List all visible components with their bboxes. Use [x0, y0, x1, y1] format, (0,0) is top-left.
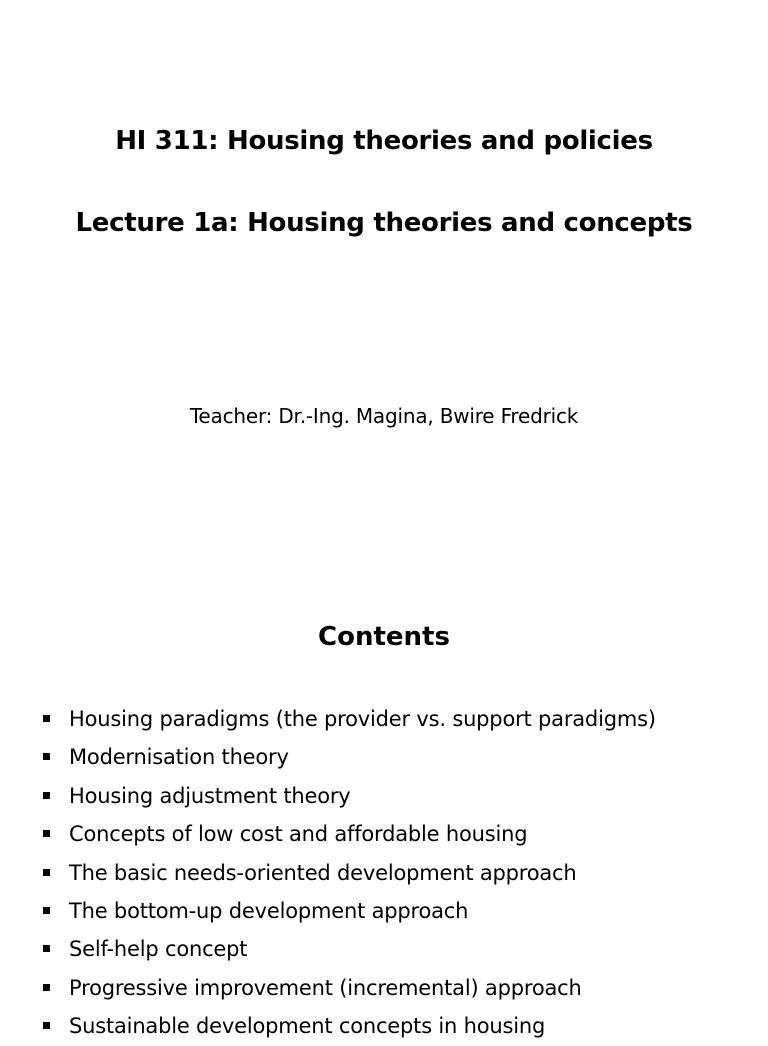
square-bullet-icon	[43, 869, 50, 876]
square-bullet-icon	[43, 830, 50, 837]
list-item-text: The bottom-up development approach	[69, 898, 469, 923]
list-item-text: Progressive improvement (incremental) approach	[69, 975, 582, 1000]
square-bullet-icon	[43, 907, 50, 914]
lecture-title: Lecture 1a: Housing theories and concepts	[75, 208, 693, 238]
square-bullet-icon	[43, 753, 50, 760]
square-bullet-icon	[43, 715, 50, 722]
square-bullet-icon	[43, 945, 50, 952]
square-bullet-icon	[43, 792, 50, 799]
contents-heading: Contents	[318, 622, 450, 652]
contents-slide	[0, 560, 768, 1039]
square-bullet-icon	[43, 1022, 50, 1029]
list-item-text: Sustainable development concepts in housing	[69, 1014, 546, 1039]
list-item-text: Housing paradigms (the provider vs. support paradigms)	[69, 707, 656, 731]
teacher-line: Teacher: Dr.-Ing. Magina, Bwire Fredrick	[189, 404, 579, 428]
list-item-text: The basic needs-oriented development approach	[69, 860, 577, 885]
list-item-text: Modernisation theory	[69, 745, 289, 770]
course-title: HI 311: Housing theories and policies	[115, 126, 653, 156]
list-item-text: Housing adjustment theory	[69, 783, 351, 808]
square-bullet-icon	[43, 984, 50, 991]
list-item-text: Self-help concept	[69, 937, 248, 962]
list-item-text: Concepts of low cost and affordable housing	[69, 822, 528, 847]
